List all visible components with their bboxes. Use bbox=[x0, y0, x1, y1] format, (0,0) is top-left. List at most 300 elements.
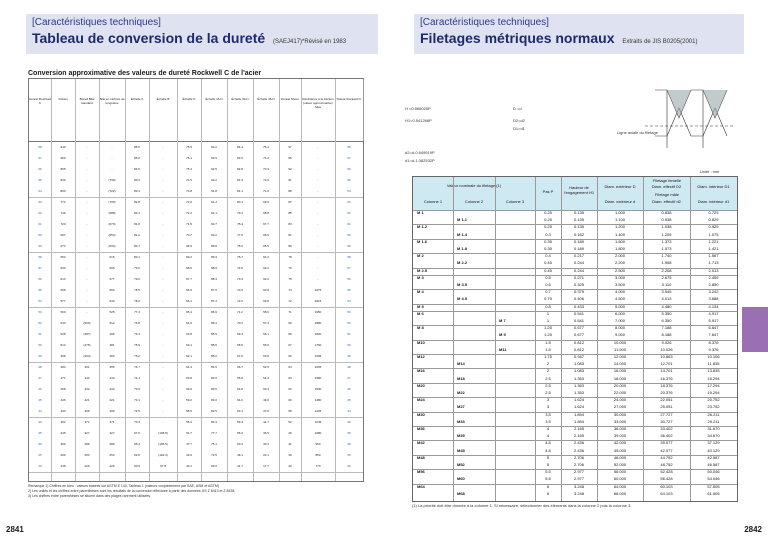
hardness-cell: - bbox=[317, 266, 319, 270]
thread-cell: 6 bbox=[546, 490, 550, 496]
hardness-cell: 88.3 bbox=[211, 277, 217, 281]
hardness-cell: 69.9 bbox=[263, 200, 269, 204]
hardness-cell: 75.4 bbox=[186, 167, 192, 171]
hardness-cell: 76.9 bbox=[186, 145, 192, 149]
hardness-cell: 595 bbox=[60, 288, 66, 292]
thread-cell: 20.000 bbox=[613, 382, 627, 388]
hardness-cell: 43.9 bbox=[186, 453, 192, 457]
hardness-cell: 89.8 bbox=[211, 244, 217, 248]
hardness-cell: - bbox=[317, 255, 319, 259]
thread-profile-figure bbox=[405, 78, 735, 178]
hardness-cell: 560 bbox=[60, 310, 66, 314]
thread-row-divider bbox=[413, 440, 737, 441]
hardness-cell: 52 bbox=[288, 420, 292, 424]
thread-cell: 4.480 bbox=[661, 303, 672, 309]
thread-cell: 2 bbox=[546, 361, 550, 367]
hardness-group-divider bbox=[29, 417, 363, 418]
hardness-row bbox=[29, 167, 363, 171]
hardness-cell: 60.8 bbox=[186, 376, 192, 380]
hardness-cell: 30.4 bbox=[263, 442, 269, 446]
thread-cell: M14 bbox=[457, 361, 465, 367]
header-female: Filetage femelle bbox=[652, 178, 682, 183]
thread-cell: 1.075 bbox=[708, 231, 719, 237]
hardness-header-cell bbox=[177, 79, 202, 141]
thread-cell: 4.500 bbox=[614, 296, 625, 302]
hardness-cell: - bbox=[86, 145, 88, 149]
hardness-cell: 83.9 bbox=[134, 178, 140, 182]
thread-cell: 1.5 bbox=[545, 346, 551, 352]
hardness-cell: 51 bbox=[347, 332, 351, 336]
thread-row-divider bbox=[413, 484, 737, 485]
thread-cell: 23.752 bbox=[707, 404, 720, 410]
hardness-row bbox=[29, 222, 363, 226]
note-1: Remarque 1) Chiffres en bleu : valeurs basées sur ASTM E 140, Tableau 1 (valeurs conjointement par SAE, ASM et ASTM) bbox=[28, 484, 219, 488]
hardness-cell: (688) bbox=[108, 211, 116, 215]
hardness-cell: 85.9 bbox=[211, 332, 217, 336]
hardness-cell: - bbox=[162, 200, 164, 204]
thread-cell: 33.000 bbox=[613, 418, 627, 424]
thread-cell: M22 bbox=[457, 390, 465, 395]
hardness-cell: 75.7 bbox=[237, 255, 243, 259]
thread-row bbox=[413, 376, 737, 381]
thread-cell: 16.000 bbox=[613, 368, 627, 374]
hardness-cell: (705) bbox=[108, 200, 116, 204]
hardness-header-cell bbox=[149, 79, 178, 141]
hardness-cell: 69.2 bbox=[186, 255, 192, 259]
hardness-cell: 20 bbox=[38, 464, 42, 468]
hardness-cell: 226 bbox=[84, 464, 90, 468]
hardness-cell: - bbox=[162, 332, 164, 336]
hardness-cell: - bbox=[317, 222, 319, 226]
hardness-cell: 92 bbox=[288, 167, 292, 171]
hardness-cell: - bbox=[317, 211, 319, 215]
hardness-cell: 67 bbox=[347, 156, 351, 160]
header-ext-male: Diam. extérieur d bbox=[604, 199, 636, 204]
hardness-cell: 59.8 bbox=[263, 299, 269, 303]
hardness-cell: 1245 bbox=[314, 420, 322, 424]
hardness-header-label: Échelle D bbox=[182, 97, 196, 101]
thread-cell: 33.402 bbox=[660, 426, 673, 431]
right-subtitle: Extraits de JIS B0205(2001) bbox=[622, 39, 698, 45]
thread-cell: 52.428 bbox=[660, 469, 673, 475]
thread-cell: 4 bbox=[546, 426, 550, 431]
thread-cell: 0.45 bbox=[544, 260, 552, 266]
hardness-cell: 455 bbox=[109, 365, 115, 369]
thread-cell: 2.850 bbox=[708, 282, 719, 287]
thread-cell: 0.25 bbox=[544, 210, 552, 215]
hardness-header-label: Dureté Rockwell C bbox=[336, 97, 362, 101]
hardness-cell: 1760 bbox=[314, 343, 322, 347]
hardness-cell: 61.4 bbox=[186, 365, 192, 369]
thread-cell: 2.165 bbox=[573, 433, 584, 439]
thread-row bbox=[413, 332, 737, 337]
thread-cell: 0.938 bbox=[661, 217, 672, 223]
thread-cell: 12.701 bbox=[660, 361, 673, 367]
hardness-cell: 48 bbox=[38, 365, 42, 369]
thread-cell: 0.189 bbox=[573, 246, 584, 251]
hardness-cell: 72.0 bbox=[237, 299, 243, 303]
thread-cell: 4 bbox=[546, 433, 550, 439]
hardness-cell: 82.5 bbox=[211, 409, 217, 413]
hardness-cell: 73.1 bbox=[134, 398, 140, 402]
thread-cell: 1.567 bbox=[708, 253, 719, 259]
hardness-col-divider bbox=[301, 79, 302, 481]
hardness-cell: 41 bbox=[288, 442, 292, 446]
hardness-header-cell bbox=[335, 79, 364, 141]
hardness-header-cell bbox=[75, 79, 100, 141]
hardness-row bbox=[29, 189, 363, 193]
thread-cell: 68.000 bbox=[613, 490, 627, 496]
hardness-cell: - bbox=[86, 211, 88, 215]
thread-cell: 1.373 bbox=[661, 238, 672, 244]
thread-cell: M12 bbox=[417, 354, 425, 359]
hardness-cell: 770 bbox=[315, 464, 321, 468]
thread-cell: M16 bbox=[417, 368, 425, 374]
hardness-cell: - bbox=[162, 420, 164, 424]
thread-cell: 8.000 bbox=[614, 325, 625, 331]
thread-cell: 1.894 bbox=[573, 411, 584, 417]
hardness-cell: - bbox=[162, 365, 164, 369]
hardness-cell: 65.5 bbox=[263, 244, 269, 248]
hardness-cell: 30 bbox=[347, 442, 351, 446]
hardness-cell: - bbox=[317, 178, 319, 182]
hardness-cell: 54 bbox=[38, 299, 42, 303]
hardness-cell: 64.8 bbox=[237, 387, 243, 391]
thread-cell: 2.208 bbox=[661, 267, 672, 273]
thread-cell: 2.459 bbox=[708, 274, 719, 280]
right-page-number: 2842 bbox=[744, 525, 762, 534]
hardness-cell: - bbox=[162, 156, 164, 160]
hardness-header-cell bbox=[301, 79, 336, 141]
hardness-cell: 97 bbox=[288, 145, 292, 149]
hardness-cell: 63.8 bbox=[186, 332, 192, 336]
hardness-cell: 72 bbox=[288, 299, 292, 303]
hardness-cell: 91.8 bbox=[211, 189, 217, 193]
thread-cell: 0.4 bbox=[545, 253, 551, 259]
hardness-cell: 409 bbox=[109, 409, 115, 413]
thread-cell: 1.400 bbox=[614, 231, 625, 237]
hardness-cell: 76.1 bbox=[186, 156, 192, 160]
hardness-header-cell bbox=[125, 79, 150, 141]
hardness-cell: 87 bbox=[288, 200, 292, 204]
hardness-cell: - bbox=[111, 156, 113, 160]
thread-cell: 6.647 bbox=[708, 325, 719, 331]
thread-cell: 3.242 bbox=[708, 289, 719, 295]
hardness-cell: - bbox=[162, 310, 164, 314]
thread-cell: 5.5 bbox=[545, 469, 551, 475]
hardness-group-divider bbox=[29, 472, 363, 473]
hardness-cell: 68.5 bbox=[186, 266, 192, 270]
thread-cell: 7.647 bbox=[708, 332, 719, 338]
thread-cell: 0.45 bbox=[544, 267, 552, 273]
thread-cell: 0.3 bbox=[545, 231, 551, 237]
thread-cell: 0.812 bbox=[573, 339, 584, 345]
hardness-header-cell bbox=[227, 79, 254, 141]
hardness-cell: 421 bbox=[84, 398, 90, 402]
hardness-cell: 84.5 bbox=[134, 167, 140, 171]
hardness-cell: 58 bbox=[288, 409, 292, 413]
thread-cell: M10 bbox=[417, 339, 425, 345]
hardness-cell: 544 bbox=[60, 321, 66, 325]
hardness-cell: 40.1 bbox=[186, 464, 192, 468]
hardness-cell: (634) bbox=[108, 244, 116, 248]
hardness-cell: 54 bbox=[347, 299, 351, 303]
hardness-cell: (108.8) bbox=[158, 431, 168, 435]
hardness-cell: (722) bbox=[108, 189, 116, 193]
hardness-cell: 66.9 bbox=[186, 288, 192, 292]
hardness-cell: 72.0 bbox=[263, 178, 269, 182]
thread-cell: 64.000 bbox=[613, 483, 627, 489]
thread-cell: 1.75 bbox=[544, 354, 552, 359]
thread-cell: M 6 bbox=[417, 310, 424, 316]
hardness-cell: - bbox=[162, 321, 164, 325]
hardness-cell: 940 bbox=[60, 145, 66, 149]
hardness-cell: - bbox=[86, 200, 88, 204]
thread-row bbox=[413, 390, 737, 395]
hardness-cell: 91.4 bbox=[211, 200, 217, 204]
header-male: Filetage mâle bbox=[654, 192, 679, 197]
hardness-cell: 51.7 bbox=[186, 431, 192, 435]
section-tab-marker bbox=[742, 307, 768, 352]
thread-cell: 0.25 bbox=[544, 217, 552, 223]
hardness-cell: 560 bbox=[109, 288, 115, 292]
thread-cell: 60.000 bbox=[613, 476, 627, 482]
thread-cell: 0.729 bbox=[708, 210, 719, 215]
hardness-cell: - bbox=[162, 387, 164, 391]
thread-row bbox=[413, 404, 737, 409]
hardness-row bbox=[29, 145, 363, 149]
thread-cell: 1.083 bbox=[573, 361, 584, 367]
hardness-cell: 60.5 bbox=[134, 464, 140, 468]
hardness-cell: 91.1 bbox=[211, 211, 217, 215]
thread-cell: 2.165 bbox=[573, 426, 584, 431]
hardness-cell: 52 bbox=[347, 321, 351, 325]
thread-cell: 3.110 bbox=[661, 282, 672, 287]
hardness-cell: 46 bbox=[288, 431, 292, 435]
hardness-cell: 64 bbox=[38, 189, 42, 193]
hardness-header-label: Résistance à la traction (valeur approximative) Mpa bbox=[302, 97, 334, 109]
hardness-cell: 48 bbox=[347, 365, 351, 369]
hardness-cell: 85.0 bbox=[211, 354, 217, 358]
hardness-cell: 74.7 bbox=[134, 365, 140, 369]
thread-cell: 4.5 bbox=[545, 440, 551, 446]
thread-cell: 16.376 bbox=[660, 375, 673, 381]
thread-row bbox=[413, 246, 737, 251]
thread-cell: 1.740 bbox=[661, 253, 672, 259]
thread-cell: M20 bbox=[417, 382, 425, 388]
hardness-cell: 74.5 bbox=[186, 178, 192, 182]
thread-cell: 0.35 bbox=[544, 246, 552, 251]
hardness-cell: 74.8 bbox=[237, 266, 243, 270]
hardness-cell: - bbox=[162, 244, 164, 248]
thread-cell: 22.051 bbox=[660, 397, 673, 403]
hardness-cell: 950 bbox=[315, 442, 321, 446]
hardness-cell: 47.8 bbox=[263, 409, 269, 413]
thread-cell: 0.35 bbox=[544, 238, 552, 244]
thread-row bbox=[413, 476, 737, 481]
hardness-cell: 615 bbox=[109, 255, 115, 259]
thread-cell: 2.500 bbox=[614, 267, 625, 273]
thread-cell: 31.670 bbox=[707, 426, 720, 431]
hardness-cell: 95 bbox=[288, 156, 292, 160]
hardness-cell: 64.3 bbox=[263, 255, 269, 259]
hardness-row bbox=[29, 299, 363, 303]
hardness-row bbox=[29, 442, 363, 446]
right-title-text: Filetages métriques normaux bbox=[420, 30, 615, 46]
hardness-cell: 87.9 bbox=[211, 288, 217, 292]
hardness-notes bbox=[28, 484, 368, 499]
hardness-cell: - bbox=[86, 244, 88, 248]
hardness-cell: (739) bbox=[108, 178, 116, 182]
hardness-cell: 55 bbox=[347, 288, 351, 292]
thread-row-divider bbox=[413, 368, 737, 369]
hardness-row bbox=[29, 244, 363, 248]
hardness-cell: 56 bbox=[347, 277, 351, 281]
hardness-cell: 71.2 bbox=[237, 310, 243, 314]
hardness-cell: 800 bbox=[60, 189, 66, 193]
hardness-cell: 238 bbox=[60, 464, 66, 468]
hardness-cell: - bbox=[162, 376, 164, 380]
hardness-cell: 63.1 bbox=[237, 409, 243, 413]
hardness-cell: 84.5 bbox=[211, 365, 217, 369]
hardness-cell: 302 bbox=[60, 442, 66, 446]
thread-cell: 2.675 bbox=[661, 274, 672, 280]
hardness-cell: - bbox=[162, 398, 164, 402]
thread-cell: 0.271 bbox=[573, 274, 584, 280]
thread-row-divider bbox=[413, 455, 737, 456]
thread-cell: 0.135 bbox=[573, 210, 584, 215]
hardness-cell: 64 bbox=[288, 365, 292, 369]
hardness-cell: 850 bbox=[315, 453, 321, 457]
hardness-header-cell bbox=[29, 79, 52, 141]
hardness-cell: 63 bbox=[347, 200, 351, 204]
thread-cell: 36.000 bbox=[613, 426, 627, 431]
hardness-cell: 446 bbox=[60, 398, 66, 402]
hardness-cell: 64 bbox=[347, 189, 351, 193]
hardness-table-title: Conversion approximative des valeurs de dureté Rockwell C de l'acier bbox=[28, 70, 262, 77]
thread-cell: 0.8 bbox=[545, 303, 551, 309]
thread-cell: 27.000 bbox=[613, 404, 627, 410]
thread-cell: 30.000 bbox=[613, 411, 627, 417]
thread-cell: 3.545 bbox=[661, 289, 672, 295]
hardness-cell: 451 bbox=[84, 365, 90, 369]
hardness-cell: 58 bbox=[38, 255, 42, 259]
hardness-cell: 70.2 bbox=[237, 321, 243, 325]
hardness-cell: 371 bbox=[84, 420, 90, 424]
thread-cell: 45.000 bbox=[613, 447, 627, 453]
hardness-header-cell bbox=[51, 79, 76, 141]
hardness-cell: 67.9 bbox=[134, 431, 140, 435]
hardness-cell: 226 bbox=[109, 464, 115, 468]
hardness-row bbox=[29, 420, 363, 424]
hardness-cell: 40 bbox=[347, 420, 351, 424]
thread-cell: 8.376 bbox=[708, 339, 719, 345]
hardness-col-divider bbox=[279, 79, 280, 481]
thread-row bbox=[413, 217, 737, 222]
hardness-cell: 20 bbox=[347, 464, 351, 468]
hardness-cell: 327 bbox=[84, 431, 90, 435]
hardness-cell: 60 bbox=[347, 233, 351, 237]
thread-cell: 12.000 bbox=[613, 354, 627, 359]
hardness-cell: 47 bbox=[38, 376, 42, 380]
hardness-cell: 74.2 bbox=[263, 156, 269, 160]
hardness-cell: 64.6 bbox=[186, 321, 192, 325]
hardness-cell: (670) bbox=[108, 222, 116, 226]
thread-cell: M33 bbox=[457, 418, 465, 424]
hardness-cell: 525 bbox=[109, 310, 115, 314]
hardness-cell: 32 bbox=[288, 464, 292, 468]
hardness-cell: 68.8 bbox=[263, 211, 269, 215]
hardness-cell: 73.0 bbox=[186, 200, 192, 204]
thread-cell: M18 bbox=[457, 375, 465, 381]
thread-cell: 1.600 bbox=[614, 238, 625, 244]
hardness-cell: 458 bbox=[60, 387, 66, 391]
hardness-cell: 653 bbox=[60, 255, 66, 259]
hardness-header-label: Vickers bbox=[58, 97, 68, 101]
thread-cell: 20.752 bbox=[707, 397, 720, 403]
header-int: Diam. intérieur D1 bbox=[697, 184, 730, 189]
hardness-cell: (500) bbox=[83, 321, 91, 325]
hardness-cell: 89.3 bbox=[211, 255, 217, 259]
thread-cell: 2.706 bbox=[573, 462, 584, 467]
hardness-cell: 1820 bbox=[314, 332, 322, 336]
thread-cell: 10.000 bbox=[613, 339, 627, 345]
hardness-cell: 73.9 bbox=[237, 277, 243, 281]
hardness-cell: 46 bbox=[347, 387, 351, 391]
thread-row-divider bbox=[413, 224, 737, 225]
hardness-cell: - bbox=[86, 310, 88, 314]
header-int-male: Diam. intérieur d1 bbox=[697, 199, 730, 204]
thread-row-divider bbox=[413, 469, 737, 470]
col-divider bbox=[535, 177, 536, 501]
hardness-row bbox=[29, 453, 363, 457]
hardness-cell: 443 bbox=[109, 376, 115, 380]
hardness-row bbox=[29, 398, 363, 402]
thread-cell: 0.433 bbox=[573, 303, 584, 309]
hardness-cell: 17.7 bbox=[263, 464, 269, 468]
hardness-cell: 66 bbox=[347, 167, 351, 171]
left-title-text: Tableau de conversion de la dureté bbox=[32, 30, 266, 46]
hardness-cell: - bbox=[317, 167, 319, 171]
hardness-cell: 83.5 bbox=[211, 387, 217, 391]
hardness-cell: 85.6 bbox=[134, 145, 140, 149]
thread-cell: 8.188 bbox=[661, 332, 672, 338]
hardness-cell: 36.5 bbox=[263, 431, 269, 435]
thread-cell: M 2 bbox=[417, 253, 424, 259]
hardness-row bbox=[29, 277, 363, 281]
hardness-cell: 57 bbox=[38, 266, 42, 270]
hardness-cell: (464) bbox=[83, 354, 91, 358]
hardness-cell: 484 bbox=[60, 365, 66, 369]
thread-cell: 64.103 bbox=[660, 490, 673, 496]
thread-cell: 0.947 bbox=[573, 354, 584, 359]
thread-cell: M24 bbox=[417, 397, 425, 403]
thread-cell: 1 bbox=[546, 318, 550, 323]
hardness-cell: 35 bbox=[38, 431, 42, 435]
thread-cell: 27.727 bbox=[660, 411, 673, 417]
thread-cell: 5 bbox=[546, 462, 550, 467]
hardness-cell: 49.0 bbox=[263, 398, 269, 402]
hardness-cell: - bbox=[86, 233, 88, 237]
hardness-cell: 50 bbox=[347, 343, 351, 347]
hardness-cell: 57.4 bbox=[263, 321, 269, 325]
hardness-cell: - bbox=[86, 222, 88, 226]
hardness-row bbox=[29, 387, 363, 391]
thread-cell: M 1.1 bbox=[457, 217, 468, 223]
thread-row bbox=[413, 260, 737, 265]
thread-cell: M 1.8 bbox=[457, 246, 468, 251]
hardness-cell: 67.6 bbox=[237, 354, 243, 358]
